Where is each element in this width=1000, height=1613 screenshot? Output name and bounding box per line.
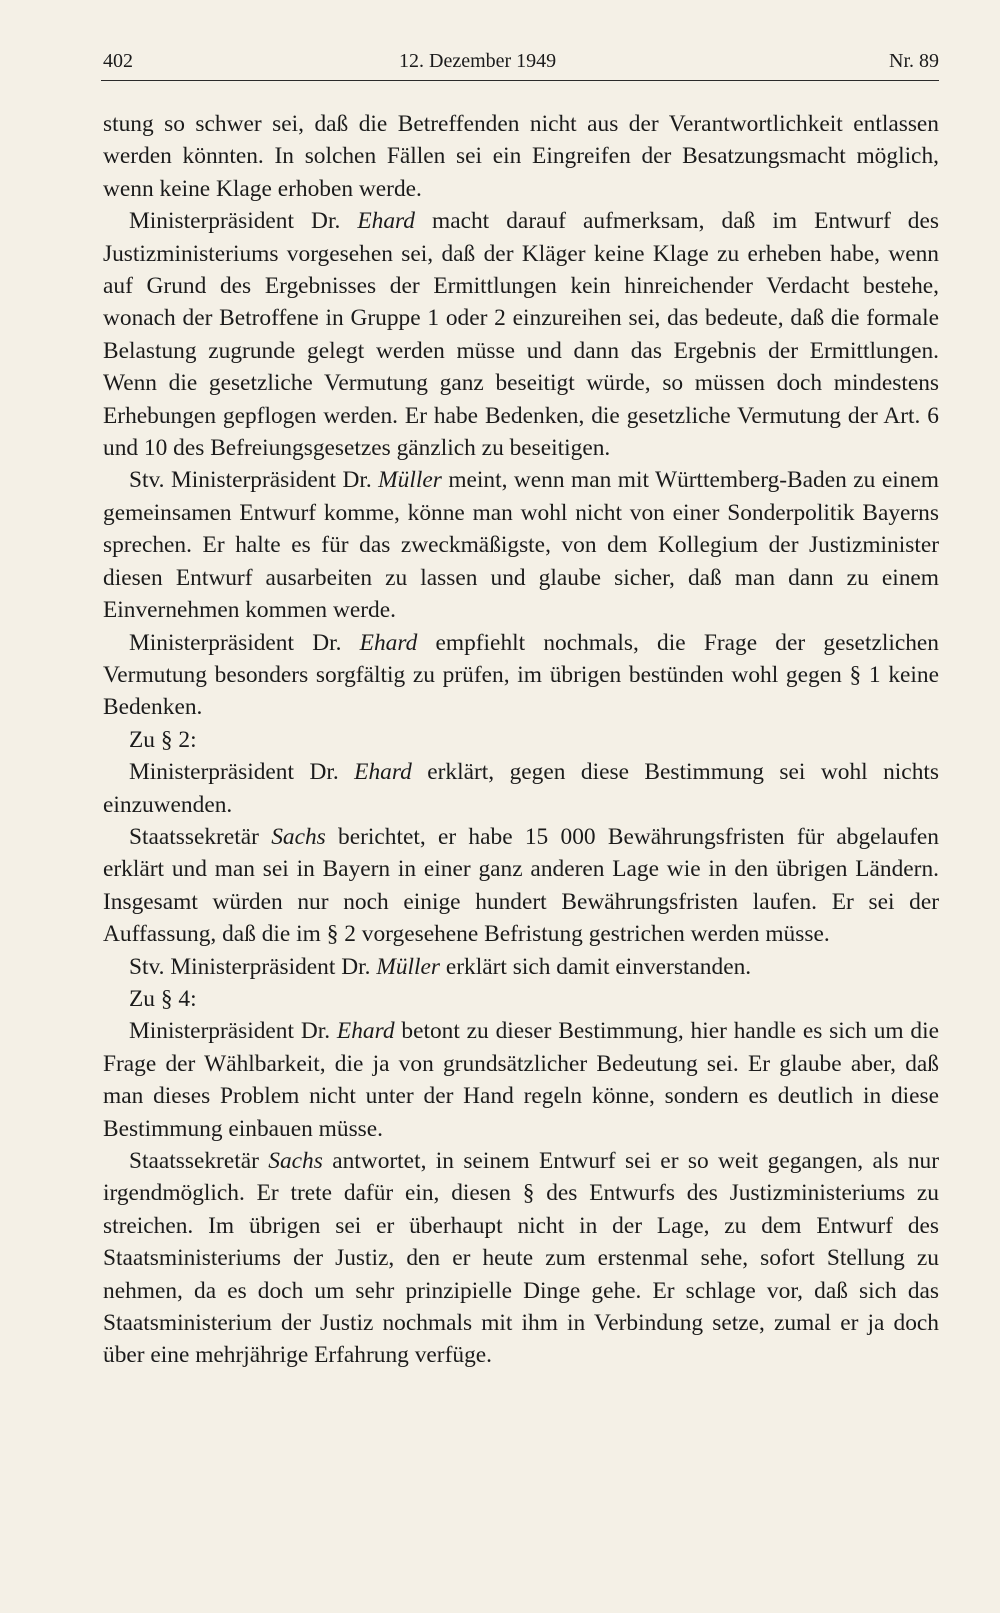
protocol-body	[103, 108, 939, 1372]
speaker-title: Staatssekretär	[129, 823, 259, 850]
paragraph-mueller-1	[103, 464, 939, 626]
speaker-name: Ehard	[336, 1018, 395, 1045]
paragraph-text: stung so schwer sei, daß die Betreffenden nicht aus der Verantwortlichkeit entlassen werden könnten. In solchen Fällen sei ein Eingreifen der Besatzungsmacht möglich, wenn keine Klage erhoben werde.	[103, 111, 939, 202]
speaker-title: Ministerpräsident Dr.	[129, 208, 341, 235]
speaker-name: Sachs	[271, 823, 326, 850]
paragraph-ehard-1	[103, 205, 939, 464]
speaker-name: Ehard	[359, 629, 418, 656]
paragraph-mueller-2	[103, 951, 939, 983]
paragraph-continuation	[103, 108, 939, 205]
paragraph-text: meint, wenn man mit Württemberg-Baden zu einem gemeinsamen Entwurf komme, könne man wohl nicht von einer Sonderpolitik Bayerns sprechen. Er halte es für das zweckmäßigste, von dem Kollegium der Justizminister diesen Entwurf ausarbeiten zu lassen und glaube sicher, daß man dann zu einem Einvernehmen kommen werde.	[103, 467, 939, 624]
paragraph-text: macht darauf aufmerksam, daß im Entwurf des Justizministeriums vorgesehen sei, daß der Kläger keine Klage zu erheben habe, wenn auf Grund des Ergebnisses der Ermittlungen kein hinreichender Verdacht bestehe, wonach der Betroffene in Gruppe 1 oder 2 einzureihen sei, das bedeute, daß die formale Belastung zugrunde gelegt werden müsse und dann das Ergebnis der Ermittlungen. Wenn die gesetzliche Vermutung ganz beseitigt würde, so müssen doch mindestens Erhebungen gepflogen werden. Er habe Bedenken, die gesetzliche Vermutung der Art. 6 und 10 des Befreiungsgesetzes gänzlich zu beseitigen.	[103, 208, 939, 462]
paragraph-ehard-2	[103, 627, 939, 724]
speaker-title: Stv. Ministerpräsident Dr.	[129, 953, 371, 980]
paragraph-ehard-3	[103, 756, 939, 821]
speaker-title: Ministerpräsident Dr.	[129, 1018, 331, 1045]
header-rule	[101, 80, 939, 81]
paragraph-text: erklärt sich damit einverstanden.	[445, 953, 752, 980]
speaker-title: Ministerpräsident Dr.	[129, 759, 339, 786]
speaker-name: Ehard	[357, 208, 415, 235]
paragraph-text: antwortet, in seinem Entwurf sei er so weit gegangen, als nur irgendmöglich. Er trete dafür ein, diesen § des Entwurfs des Justizministeriums zu streichen. Im übrigen sei er überhaupt nicht in der Lage, zu dem Entwurf des Staatsministeriums der Justiz, den er heute zum erstenmal sehe, sofort Stellung zu nehmen, da es doch um sehr prinzipielle Dinge gehe. Er schlage vor, daß sich das Staatsministerium der Justiz nochmals mit ihm in Verbindung setze, zumal er ja doch über eine mehrjährige Erfahrung verfüge.	[103, 1148, 939, 1369]
paragraph-sachs-1	[103, 821, 939, 951]
issue-number: Nr. 89	[889, 50, 939, 72]
paragraph-ehard-4	[103, 1015, 939, 1145]
speaker-title: Staatssekretär	[129, 1148, 259, 1174]
speaker-name: Sachs	[268, 1148, 323, 1174]
speaker-title: Stv. Ministerpräsident Dr.	[129, 467, 372, 494]
paragraph-text: betont zu dieser Bestimmung, hier handle es sich um die Frage der Wählbarkeit, die ja von grundsätzlicher Bedeutung sei. Er glaube aber, daß man dieses Problem nicht unter der Hand regeln könne, sondern es deutlich in diese Bestimmung einbauen müsse.	[103, 1018, 939, 1142]
speaker-name: Ehard	[354, 759, 412, 786]
header-date: 12. Dezember 1949	[399, 50, 557, 72]
paragraph-sachs-2	[103, 1145, 939, 1372]
speaker-name: Müller	[376, 953, 440, 980]
section-label: Zu § 4:	[129, 985, 197, 1012]
paragraph-text: empfiehlt nochmals, die Frage der gesetzlichen Vermutung besonders sorgfältig zu prüfen, im übrigen bestünden wohl gegen § 1 keine Bedenken.	[103, 629, 939, 721]
section-heading-4	[103, 983, 939, 1015]
speaker-title: Ministerpräsident Dr.	[129, 629, 342, 656]
paragraph-text: berichtet, er habe 15 000 Bewährungsfristen für abgelaufen erklärt und man sei in Bayern in einer ganz anderen Lage wie in den übrigen Ländern. Insgesamt würden nur noch einige hundert Bewährungsfristen laufen. Er sei der Auffassung, daß die im § 2 vorgesehene Befristung gestrichen werden müsse.	[103, 823, 939, 948]
running-header	[103, 46, 939, 82]
section-heading-2	[103, 724, 939, 756]
paragraph-text: erklärt, gegen diese Bestimmung sei wohl nichts einzuwenden.	[103, 759, 939, 818]
section-label: Zu § 2:	[129, 726, 197, 753]
speaker-name: Müller	[378, 467, 442, 494]
page-number: 402	[103, 50, 133, 72]
